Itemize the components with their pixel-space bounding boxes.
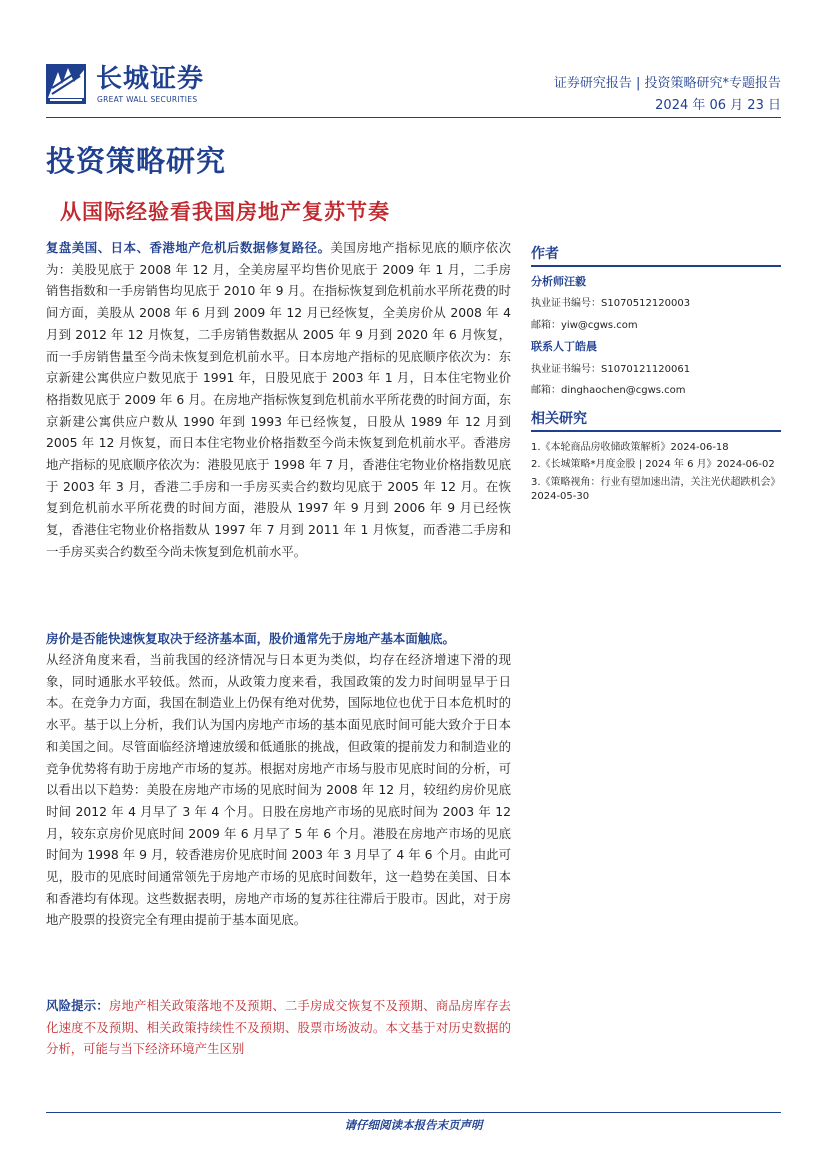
company-logo xyxy=(46,64,216,106)
author-section-title: 作者 xyxy=(531,243,781,267)
header-divider xyxy=(46,117,781,118)
report-category: 投资策略研究 xyxy=(46,144,227,178)
great-wall-logo-icon xyxy=(46,64,86,104)
section-us-japan-hk-recovery xyxy=(46,237,511,563)
report-type: 证券研究报告 | 投资策略研究*专题报告 xyxy=(553,76,781,91)
related-research-item-date: 2024-05-30 xyxy=(531,491,590,502)
author-cert: 执业证书编号：S1070512120003 xyxy=(531,298,691,309)
risk-body: 房地产相关政策落地不及预期、二手房成交恢复不及预期、商品房库存去化速度不及预期、相关政策持续性不及预期、股票市场波动。本文基于对历史数据的分析，可能与当下经济环境产生区别 xyxy=(46,998,512,1057)
related-research-item: 2.《长城策略*月度金股 | 2024 年 6 月》2024-06-02 xyxy=(531,459,775,470)
footer-disclaimer: 请仔细阅读本报告末页声明 xyxy=(344,1118,483,1132)
related-research-item: 1.《本轮商品房收储政策解析》2024-06-18 xyxy=(531,442,729,453)
logo-chinese-name: 长城证券 xyxy=(96,64,205,94)
author-name: 分析师汪毅 xyxy=(531,275,586,288)
report-title: 从国际经验看我国房地产复苏节奏 xyxy=(60,200,390,224)
related-research-item: 3.《策略视角：行业有望加速出清，关注光伏超跌机会》 xyxy=(531,477,781,488)
section2-lead: 房价是否能快速恢复取决于经济基本面，股价通常先于房地产基本面触底。 xyxy=(46,631,455,646)
related-research-title: 相关研究 xyxy=(531,408,781,432)
logo-english-name: GREAT WALL SECURITIES xyxy=(97,95,198,104)
risk-warning xyxy=(46,995,511,1060)
section1-lead: 复盘美国、日本、香港地产危机后数据修复路径。 xyxy=(46,240,331,255)
risk-label: 风险提示： xyxy=(46,998,109,1013)
contact-email: 邮箱：dinghaochen@cgws.com xyxy=(531,385,686,396)
contact-cert: 执业证书编号：S1070121120061 xyxy=(531,364,691,375)
author-email: 邮箱：yiw@cgws.com xyxy=(531,320,638,331)
report-date: 2024 年 06 月 23 日 xyxy=(655,98,781,113)
section2-body: 从经济角度来看，当前我国的经济情况与日本更为类似，均存在经济增速下滑的现象，同时通胀水平较低。然而，从政策力度来看，我国政策的发力时间明显早于日本。在竞争力方面，我国在制造业上仍保有绝对优势，国际地位也优于日本危机时的水平。基于以上分析，我们认为国内房地产市场的基本面见底时间可能大致介于日本和美国之间。尽管面临经济增速放缓和低通胀的挑战，但政策的提前发力和制造业的竞争优势将有助于房地产市场的复苏。根据对房地产市场与股市见底时间的分析，可以看出以下趋势：美股在房地产市场的见底时间为 2008 年 12 月，较纽约房价见底时间 2012 年 4 月早了 3 年 4 个月。日股在房地产市场的见底时间为 2003 年 12 月，较东京房价见底时间 2009 年 6 月早了 5 年 6 个月。港股在房地产市场的见底时间为 1998 年 9 月，较香港房价见底时间 2003 年 3 月早了 4 年 6 个月。由此可见，股市的见底时间通常领先于房地产市场的见底时间数年，这一趋势在美国、日本和香港均有体现。这些数据表明，房地产市场的复苏往往滞后于股市。因此，对于房地产股票的投资完全有理由提前于基本面见底。 xyxy=(46,652,511,928)
section1-body: 美国房地产指标见底的顺序依次为：美股见底于 2008 年 12 月，全美房屋平均售价见底于 2009 年 1 月，二手房销售指数和一手房销售均见底于 2010 年 9 月。在指标恢复到危机前水平所花费的时间方面，美股从 2008 年 6 月到 2009 年 12 月已经恢复，全美房价从 2008 年 4 月到 2012 年 12 月恢复，二手房销售数据从 2005 年 9 月到 2020 年 6 月恢复，而一手房销售量至今尚未恢复到危机前水平。日本房地产指标的见底顺序依次为：东京新建公寓供应户数见底于 1991 年，日股见底于 2003 年 1 月，日本住宅物业价格指数见底于 2009 年 6 月。在房地产指标恢复到危机前水平所花费的时间方面，东京新建公寓供应户数从 1990 年到 1993 年已经恢复，日股从 1989 年 12 月到 2005 年 12 月恢复，而日本住宅物业价格指数至今尚未恢复到危机前水平。香港房地产指标的见底顺序依次为：港股见底于 1998 年 7 月，香港住宅物业价格指数见底于 2003 年 3 月，香港二手房和一手房买卖合约数均见底于 2005 年 12 月。在恢复到危机前水平所花费的时间方面，港股从 1997 年 9 月到 2006 年 9 月已经恢复，香港住宅物业价格指数从 1997 年 7 月到 2011 年 1 月恢复，而香港二手房和一手房买卖合约数至今尚未恢复到危机前水平。 xyxy=(46,240,512,559)
contact-name: 联系人丁皓晨 xyxy=(531,340,597,353)
footer-divider xyxy=(46,1112,781,1113)
